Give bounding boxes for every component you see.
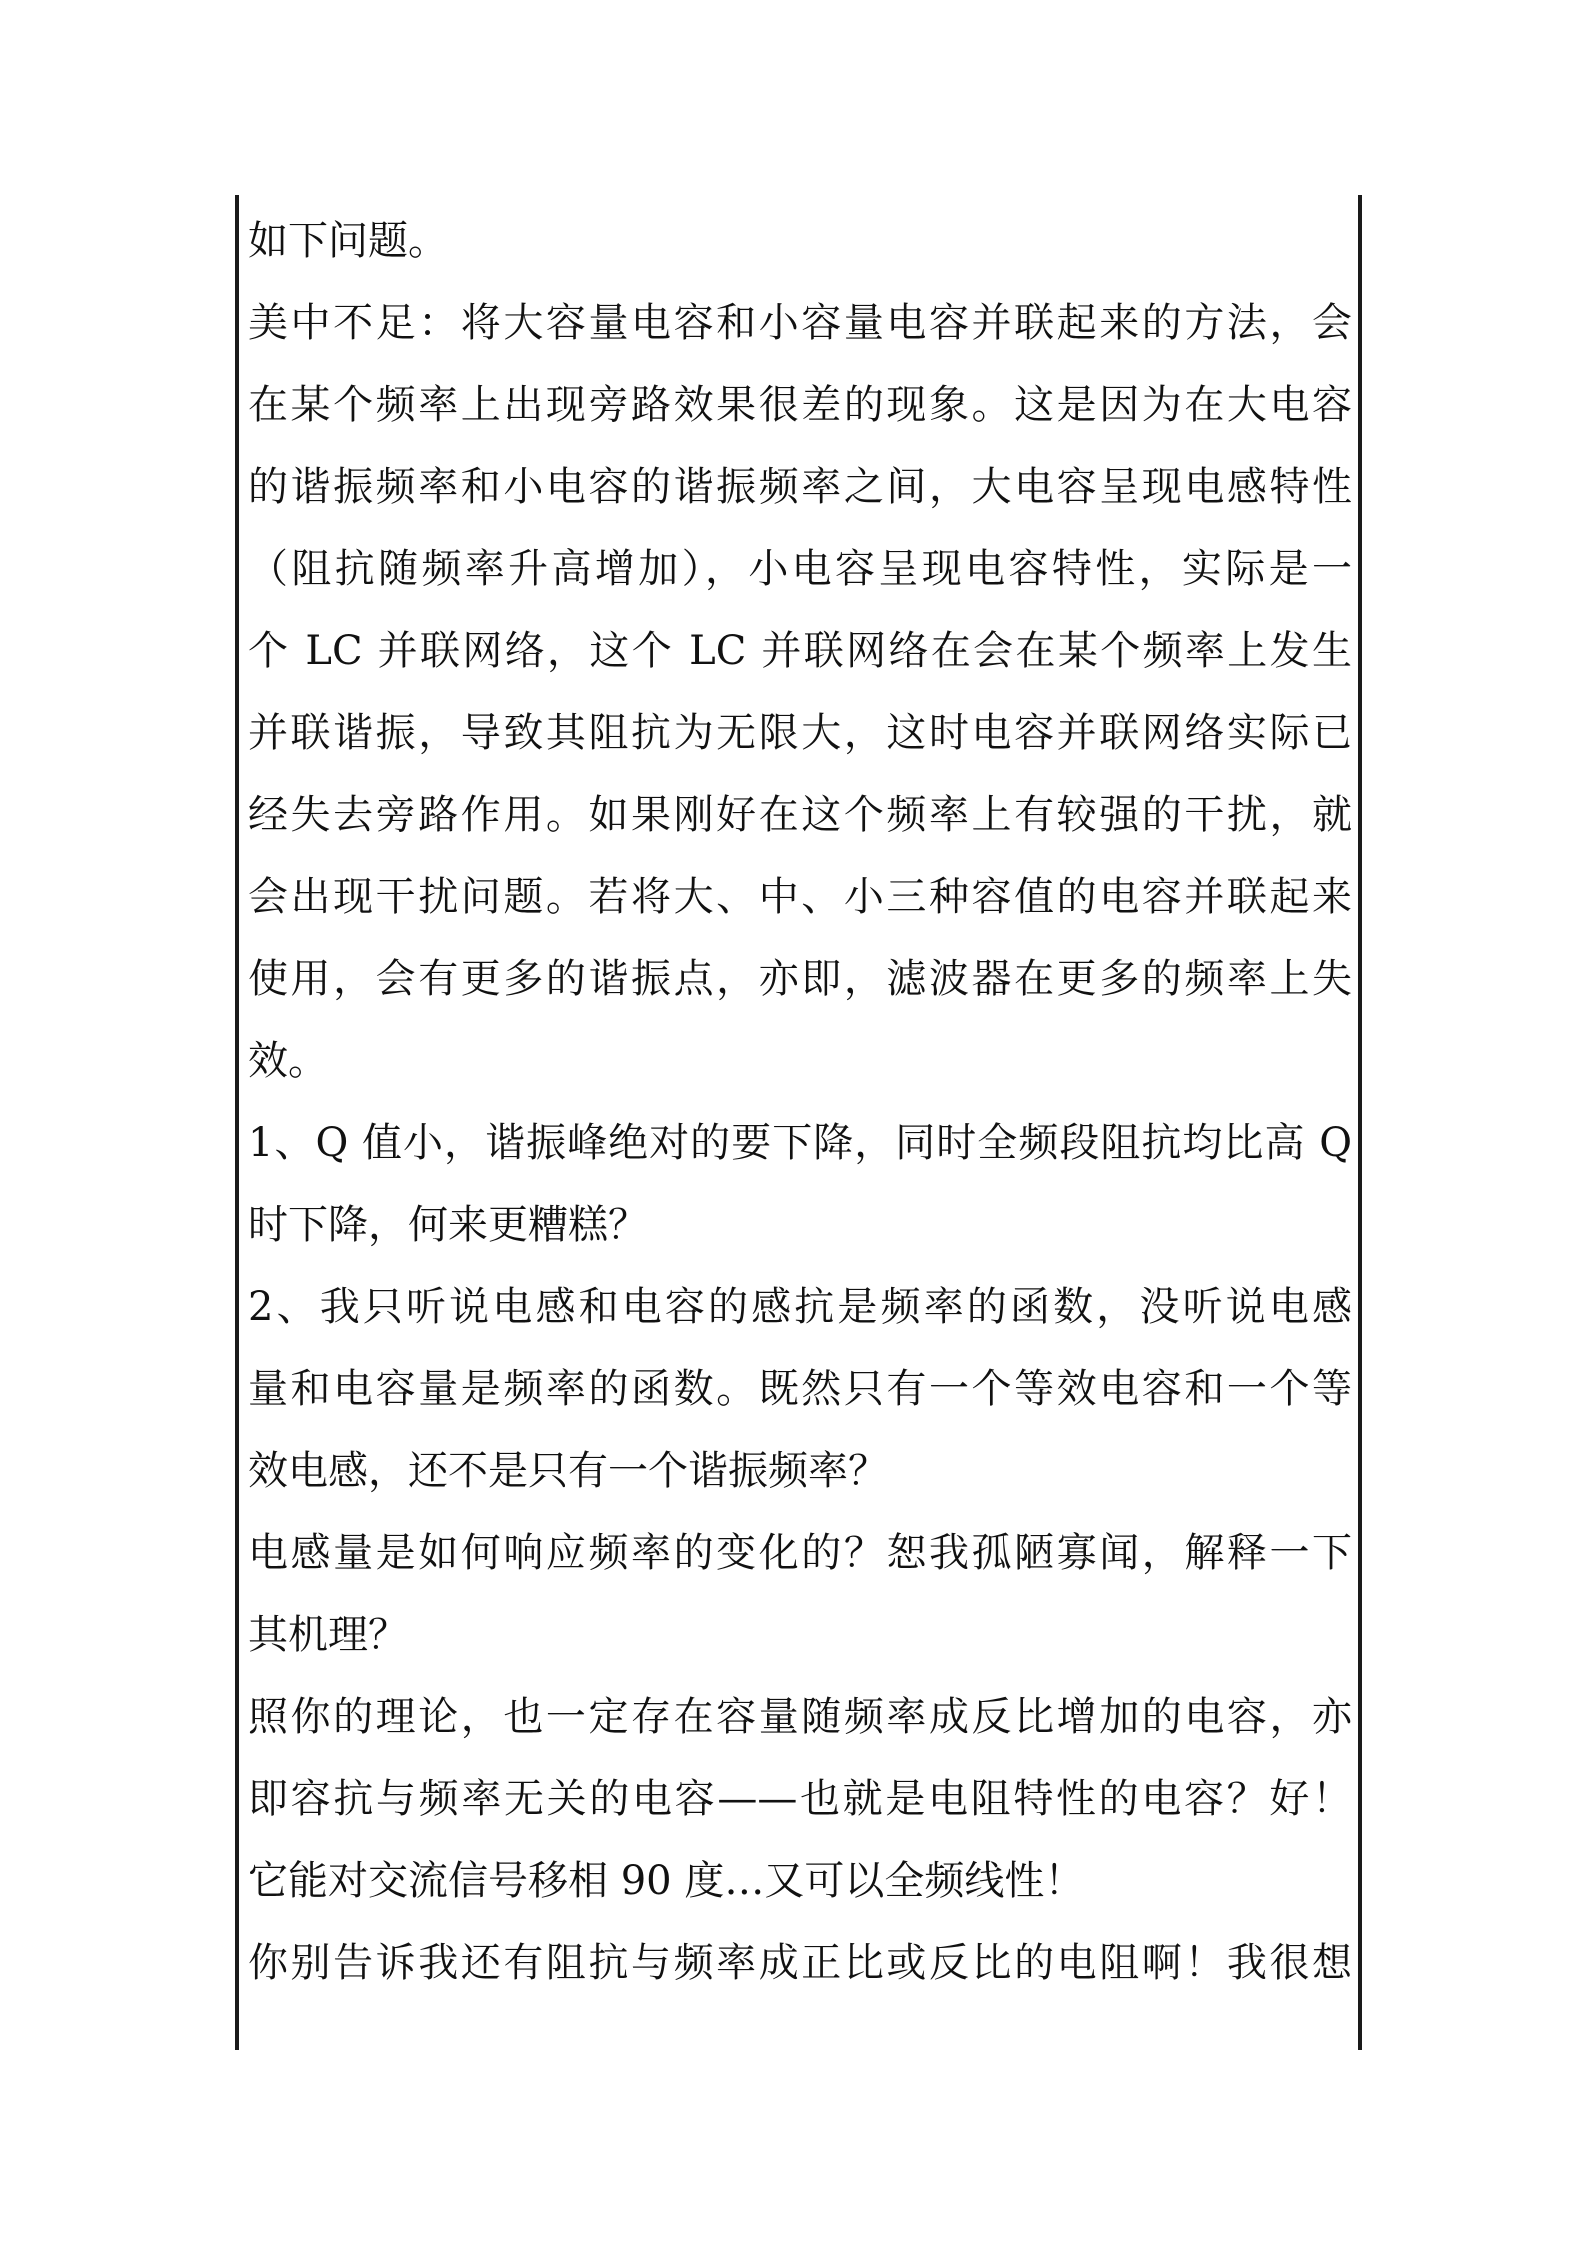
- text-line: （阻抗随频率升高增加），小电容呈现电容特性，实际是一: [248, 546, 1352, 592]
- text-line: 如下问题。: [248, 218, 448, 264]
- text-line: 量和电容量是频率的函数。既然只有一个等效电容和一个等: [248, 1366, 1352, 1412]
- text-line: 即容抗与频率无关的电容——也就是电阻特性的电容？好！: [248, 1776, 1352, 1822]
- text-line: 个 LC 并联网络，这个 LC 并联网络在会在某个频率上发生: [248, 628, 1352, 674]
- text-line: 你别告诉我还有阻抗与频率成正比或反比的电阻啊！我很想: [248, 1940, 1352, 1986]
- text-line: 它能对交流信号移相 90 度…又可以全频线性！: [248, 1858, 1085, 1904]
- text-line: 在某个频率上出现旁路效果很差的现象。这是因为在大电容: [248, 382, 1352, 428]
- text-line: 会出现干扰问题。若将大、中、小三种容值的电容并联起来: [248, 874, 1352, 920]
- text-line: 效电感，还不是只有一个谐振频率？: [248, 1448, 888, 1494]
- text-line: 电感量是如何响应频率的变化的？恕我孤陋寡闻，解释一下: [248, 1530, 1352, 1576]
- text-line: 的谐振频率和小电容的谐振频率之间，大电容呈现电感特性: [248, 464, 1352, 510]
- table-border-right: [1358, 195, 1362, 2050]
- text-line: 其机理？: [248, 1612, 408, 1658]
- text-line: 1、Q 值小，谐振峰绝对的要下降，同时全频段阻抗均比高 Q: [248, 1120, 1352, 1166]
- table-cell-text: [248, 200, 1352, 2004]
- text-line: 使用，会有更多的谐振点，亦即，滤波器在更多的频率上失: [248, 956, 1352, 1002]
- text-line: 照你的理论，也一定存在容量随频率成反比增加的电容，亦: [248, 1694, 1352, 1740]
- table-border-left: [235, 195, 239, 2050]
- text-line: 经失去旁路作用。如果刚好在这个频率上有较强的干扰，就: [248, 792, 1352, 838]
- text-line: 时下降，何来更糟糕？: [248, 1202, 648, 1248]
- text-line: 2、我只听说电感和电容的感抗是频率的函数，没听说电感: [248, 1284, 1352, 1330]
- text-line: 并联谐振，导致其阻抗为无限大，这时电容并联网络实际已: [248, 710, 1352, 756]
- text-line: 美中不足：将大容量电容和小容量电容并联起来的方法，会: [248, 300, 1352, 346]
- text-line: 效。: [248, 1038, 328, 1084]
